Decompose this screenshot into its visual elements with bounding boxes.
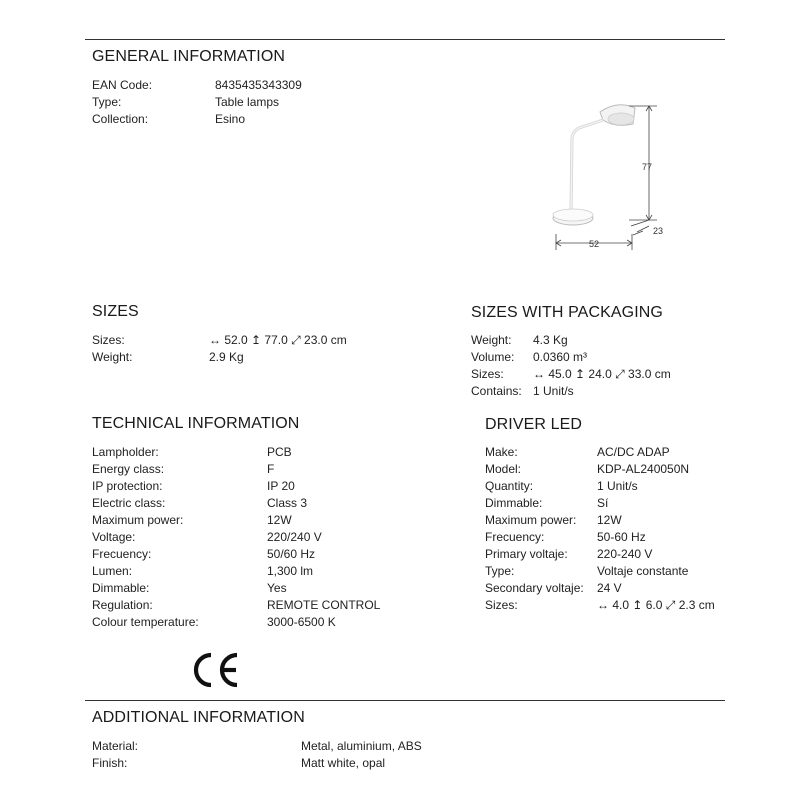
width-label: 52 xyxy=(589,239,600,249)
row-value: 220/240 V xyxy=(267,530,322,544)
row-value: 1 Unit/s xyxy=(597,479,638,493)
row-value: 8435435343309 xyxy=(215,78,302,92)
row-label: Sizes: xyxy=(92,333,125,347)
row-value: IP 20 xyxy=(267,479,295,493)
row-label: Sizes: xyxy=(471,367,504,381)
row-label: IP protection: xyxy=(92,479,163,493)
row-value: 4.3 Kg xyxy=(533,333,568,347)
row-label: Type: xyxy=(92,95,122,109)
row-label: Frecuency: xyxy=(92,547,152,561)
row-value: 220-240 V xyxy=(597,547,653,561)
row-label: Frecuency: xyxy=(485,530,545,544)
row-label: Contains: xyxy=(471,384,522,398)
row-value: 1 Unit/s xyxy=(533,384,574,398)
row-label: Sizes: xyxy=(485,598,518,612)
row-label: Lumen: xyxy=(92,564,133,578)
lamp-dimension-drawing xyxy=(545,98,675,258)
row-value: PCB xyxy=(267,445,292,459)
row-label: Model: xyxy=(485,462,522,476)
row-label: Weight: xyxy=(92,350,133,364)
row-value: 12W xyxy=(597,513,622,527)
row-label: Type: xyxy=(485,564,515,578)
row-label: Voltage: xyxy=(92,530,136,544)
additional-title: ADDITIONAL INFORMATION xyxy=(92,709,305,726)
general-title: GENERAL INFORMATION xyxy=(92,48,286,65)
row-value: Class 3 xyxy=(267,496,308,510)
packaging-title: SIZES WITH PACKAGING xyxy=(471,304,663,321)
row-value: 3000-6500 K xyxy=(267,615,336,629)
row-label: Colour temperature: xyxy=(92,615,199,629)
row-value: 0.0360 m³ xyxy=(533,350,588,364)
row-label: EAN Code: xyxy=(92,78,153,92)
row-value: Sí xyxy=(597,496,609,510)
row-value: F xyxy=(267,462,275,476)
sizes-title: SIZES xyxy=(92,303,139,320)
row-label: Quantity: xyxy=(485,479,534,493)
row-label: Lampholder: xyxy=(92,445,159,459)
row-value: REMOTE CONTROL xyxy=(267,598,381,612)
row-value: 1,300 lm xyxy=(267,564,314,578)
row-label: Weight: xyxy=(471,333,512,347)
driver-title: DRIVER LED xyxy=(485,416,583,433)
row-value: 50-60 Hz xyxy=(597,530,646,544)
row-value: Metal, aluminium, ABS xyxy=(301,739,422,753)
height-label: 77 xyxy=(642,162,653,172)
row-label: Maximum power: xyxy=(92,513,184,527)
row-label: Make: xyxy=(485,445,518,459)
row-value: ↔ 4.0 ↥ 6.0 ⤢ 2.3 cm xyxy=(597,598,715,612)
row-label: Energy class: xyxy=(92,462,165,476)
row-label: Secondary voltaje: xyxy=(485,581,584,595)
row-value: KDP-AL240050N xyxy=(597,462,690,476)
technical-title: TECHNICAL INFORMATION xyxy=(92,415,300,432)
row-value: ↔ 45.0 ↥ 24.0 ⤢ 33.0 cm xyxy=(533,367,671,381)
row-label: Finish: xyxy=(92,756,128,770)
top-divider xyxy=(85,39,725,40)
row-label: Volume: xyxy=(471,350,515,364)
row-label: Maximum power: xyxy=(485,513,577,527)
depth-label: 23 xyxy=(653,226,664,236)
row-value: 24 V xyxy=(597,581,622,595)
row-value: Esino xyxy=(215,112,246,126)
row-label: Regulation: xyxy=(92,598,153,612)
row-value: Matt white, opal xyxy=(301,756,386,770)
row-label: Collection: xyxy=(92,112,149,126)
row-label: Primary voltaje: xyxy=(485,547,568,561)
depth-dimension xyxy=(631,220,649,235)
row-label: Dimmable: xyxy=(485,496,543,510)
ce-mark-icon xyxy=(190,650,242,690)
row-value: 2.9 Kg xyxy=(209,350,244,364)
row-value: ↔ 52.0 ↥ 77.0 ⤢ 23.0 cm xyxy=(209,333,347,347)
row-value: 12W xyxy=(267,513,292,527)
row-label: Electric class: xyxy=(92,496,166,510)
row-value: Table lamps xyxy=(215,95,280,109)
row-label: Material: xyxy=(92,739,139,753)
additional-divider xyxy=(85,700,725,701)
row-value: 50/60 Hz xyxy=(267,547,316,561)
lamp-illustration-icon xyxy=(553,105,635,225)
row-value: AC/DC ADAP xyxy=(597,445,670,459)
row-value: Voltaje constante xyxy=(597,564,689,578)
row-value: Yes xyxy=(267,581,287,595)
row-label: Dimmable: xyxy=(92,581,150,595)
